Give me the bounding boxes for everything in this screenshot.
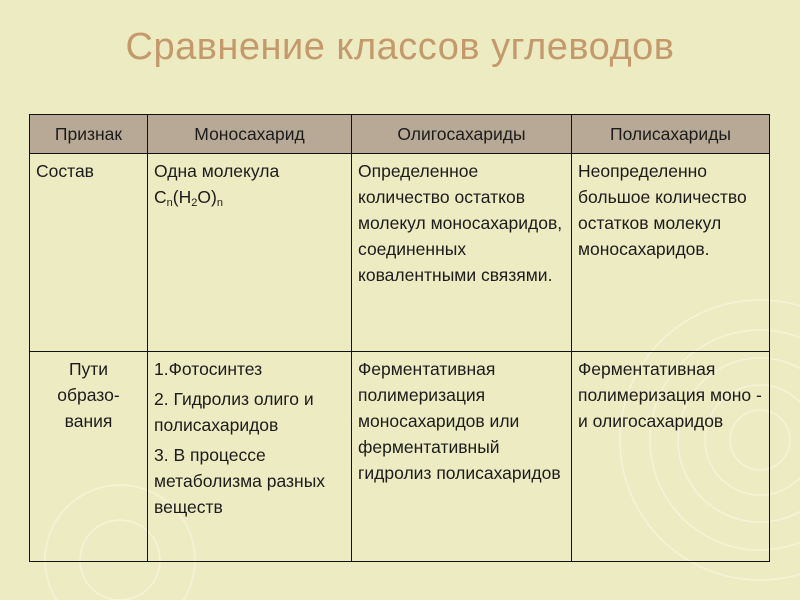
mono-formula: $C_n(H_2O)_n$ [154, 187, 223, 209]
header-sign: Признак [30, 115, 148, 154]
cell-poly-formation: Ферментативная полимеризация моно - и олигосахаридов [572, 352, 770, 562]
table-row-formation [30, 352, 770, 562]
cell-sign-composition: Состав [30, 154, 148, 352]
header-poly: Полисахариды [572, 115, 770, 154]
comparison-table [29, 114, 770, 562]
mono-composition-text: Одна молекула [154, 161, 280, 181]
mono-formation-item-3: 3. В процессе метаболизма разных веществ [154, 445, 326, 517]
mono-formation-item-2: 2. Гидролиз олиго и полисахаридов [154, 389, 314, 435]
header-oligo: Олигосахариды [352, 115, 572, 154]
slide-title: Сравнение классов углеводов [125, 26, 675, 68]
cell-mono-composition [148, 154, 352, 352]
cell-oligo-formation: Ферментативная полимеризация моносахаридов или ферментативный гидролиз полисахаридов [352, 352, 572, 562]
cell-poly-composition: Неопределенно большое количество остатков молекул моносахаридов. [572, 154, 770, 352]
table-row-composition [30, 154, 770, 352]
mono-formation-item-1: 1.Фотосинтез [154, 359, 263, 379]
cell-sign-formation: Пути образо-вания [30, 352, 148, 562]
cell-oligo-composition: Определенное количество остатков молекул моносахаридов, соединенных ковалентными связями. [352, 154, 572, 352]
cell-mono-formation [148, 352, 352, 562]
header-mono: Моносахарид [148, 115, 352, 154]
header-row [30, 115, 770, 154]
